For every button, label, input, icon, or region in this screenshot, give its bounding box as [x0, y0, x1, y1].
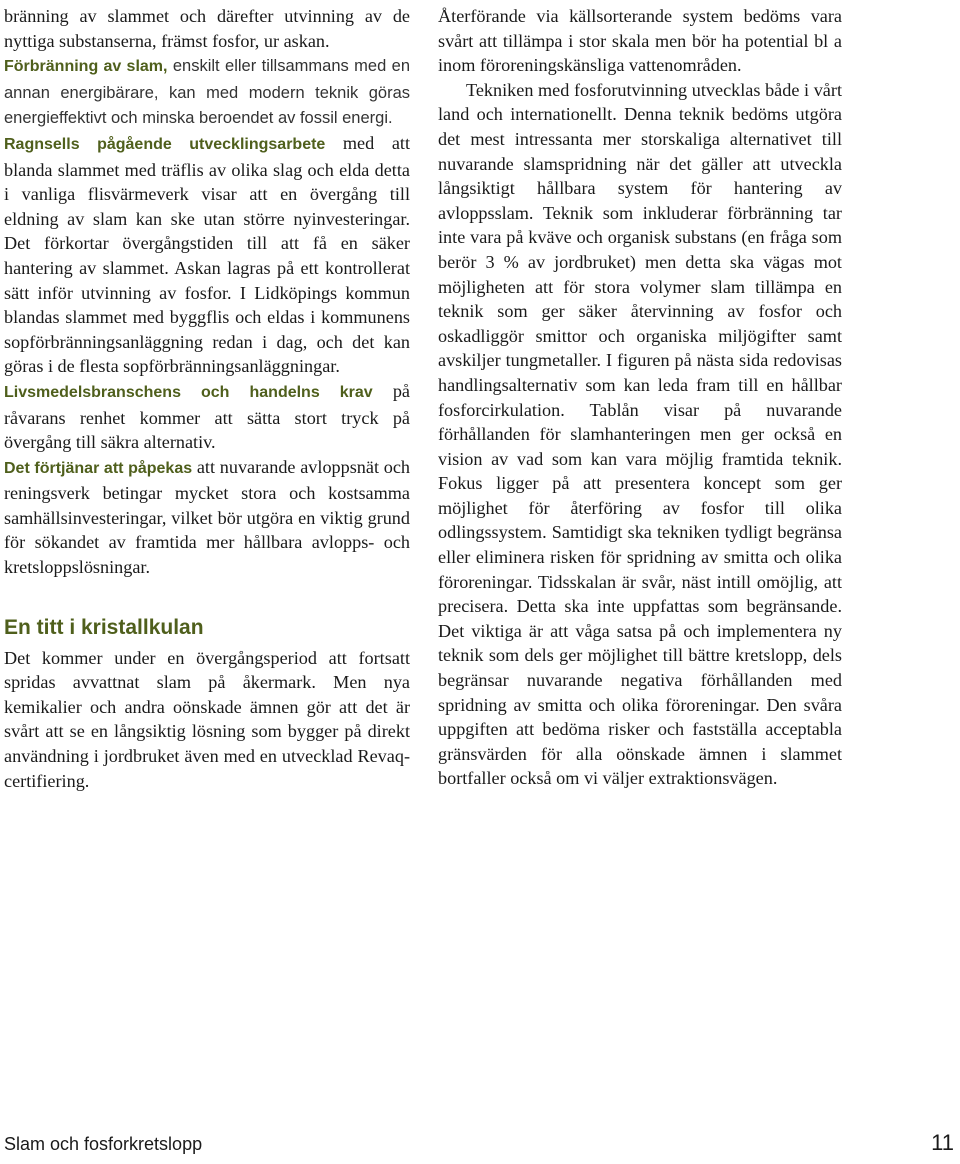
text-source-separation: Återförande via källsorterande system bedöms vara svårt att tillämpa i stor skala men bör ha potential bl a inom föroreningskänsliga vattenområden. [438, 6, 842, 76]
left-column [4, 4, 410, 793]
section-heading: En titt i kristallkulan [4, 615, 204, 639]
lead-slam-combustion: Förbränning av slam, [4, 58, 168, 76]
paragraph-food-industry [4, 379, 410, 455]
paragraph-slam-combustion [4, 53, 410, 131]
paragraph-ragnsells [4, 131, 410, 379]
text-food-industry: på råvarans renhet kommer att sätta stort tryck på övergång till säkra alternativ. [4, 380, 410, 453]
text-sewage-network: att nuvarande avloppsnät och reningsverk betingar mycket stora och kostsamma samhällsinvesteringar, vilket bör utgöra en viktig grund för sökandet av framtida mer hållbara avlopps- och kretsloppslösningar. [4, 456, 411, 578]
paragraph-phosphorus-extraction [438, 78, 842, 791]
intro-paragraph [4, 4, 410, 53]
paragraph-sewage-network [4, 455, 410, 580]
paragraph-source-separation [438, 4, 842, 78]
paragraph-crystal-ball [4, 646, 410, 794]
text-ragnsells: med att blanda slammet med träflis av olika slag och elda detta i vanliga flisvärmeverk visar att en övergång till eldning av slam kan ske utan större nyinvesteringar. Det förkortar övergångstiden till att få en säker hantering av slammet. Askan lagras på ett kontrollerat sätt inför utvinning av fosfor. I Lidköpings kommun blandas slammet med byggflis och eldas i kommunens sopförbränningsanläggning redan i dag, och det kan göras i de flesta sopförbränningsanläggningar. [4, 132, 410, 377]
page-number: 11 [931, 1130, 954, 1155]
right-column [438, 4, 842, 791]
intro-text: bränning av slammet och därefter utvinning av de nyttiga substanserna, främst fosfor, ur askan. [4, 6, 410, 51]
text-phosphorus-extraction: Tekniken med fosforutvinning utvecklas både i vårt land och internationellt. Denna teknik bedöms utgöra det mest intressanta mer storskaliga alternativet till nuvarande slamspridning när det gäller att utveckla långsiktigt hållbara system för hantering av avloppsslam. Teknik som inkluderar förbränning tar inte vara på kväve och organisk substans (en fråga som berör 3 % av jordbruket) men detta ska vägas mot möjligheten att för stora volymer slam tillämpa en teknik som ger säker återvinning av fosfor och oskadliggör smittor och organiska miljögifter samt avskiljer tungmetaller. I figuren på nästa sida redovisas handlingsalternativ som kan leda fram till en hållbar fosforcirkulation. Tablån visar på nuvarande förhållanden för slamhanteringen men ger också en vision av vad som kan vara möjlig framtida teknik. Fokus ligger på att presentera koncept som ger möjlighet för återföring av fosfor till olika odlingssystem. Samtidigt ska tekniken tydligt begränsa eller eliminera risken för spridning av smitta och olika föroreningar. Tidsskalan är svår, näst intill omöjlig, att precisera. Detta ska inte uppfattas som begränsande. Det viktiga är att våga satsa på och implementera ny teknik som dels ger möjlighet till bättre kretslopp, dels begränsar nuvarande negativa förhållanden med spridning av smitta och olika föroreningar. Den svåra uppgiften att bedöma risker och fastställa acceptabla gränsvärden för alla oönskade ämnen i slammet bortfaller också om vi väljer extraktionsvägen. [438, 79, 842, 789]
text-slam-combustion: enskilt eller tillsammans med en annan energibärare, kan med modern teknik göras energieffektivt och minska beroendet av fossil energi. [4, 57, 411, 128]
lead-ragnsells: Ragnsells pågående utvecklingsarbete [4, 135, 326, 153]
lead-food-industry: Livsmedelsbranschens och handelns krav [4, 383, 373, 401]
footer-title: Slam och fosforkretslopp [4, 1134, 203, 1154]
lead-sewage-network: Det förtjänar att påpekas [4, 459, 193, 477]
text-crystal-ball: Det kommer under en övergångsperiod att fortsatt spridas avvattnat slam på åkermark. Men nya kemikalier och andra oönskade ämnen gör att det är svårt att se en långsiktig lösning som bygger på direkt användning i jordbruket även med en utvecklad Revaq-certifiering. [4, 647, 410, 791]
